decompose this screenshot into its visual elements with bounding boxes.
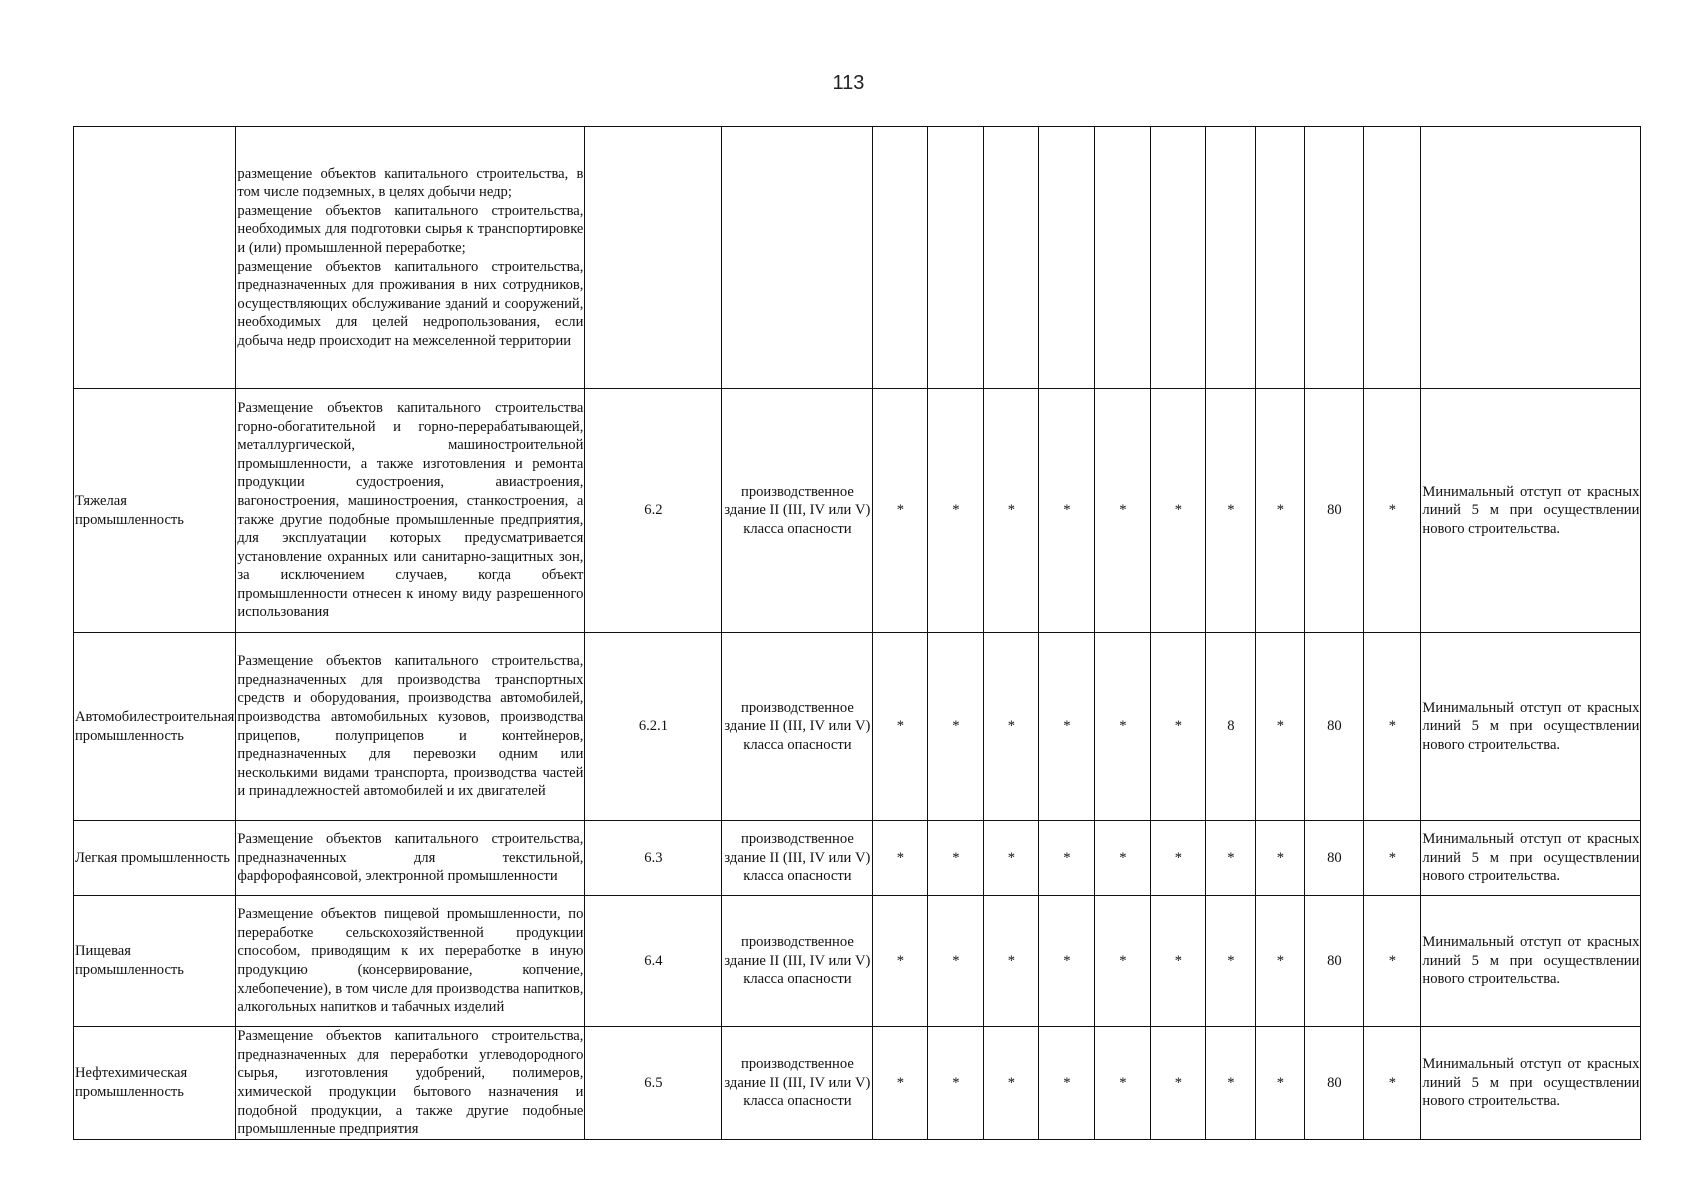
building-class-cell — [722, 127, 873, 389]
parameter-value-cell: * — [1095, 896, 1151, 1027]
parameter-value-cell: * — [1095, 821, 1151, 896]
parameter-value-cell: * — [928, 896, 984, 1027]
description-paragraph: размещение объектов капитального строительства, предназначенных для проживания в них сотрудников, осуществляющих обслуживание зданий и сооружений, необходимых для целей недропользования, если добыча недр происходит на межселенной территории — [237, 258, 584, 349]
parameter-value-cell — [873, 127, 928, 389]
building-class-cell: производственное здание II (III, IV или V) класса опасности — [722, 821, 873, 896]
use-type-name-cell: Пищевая промышленность — [74, 896, 236, 1027]
parameter-value-cell: * — [928, 389, 984, 633]
parameter-value-cell: * — [1151, 896, 1206, 1027]
note-cell — [1421, 389, 1641, 633]
description-paragraph: Размещение объектов пищевой промышленности, по переработке сельскохозяйственной продукции способом, приводящим к их переработке в иную продукцию (консервирование, копчение, хлебопечение), в том числе для производства напитков, алкогольных напитков и табачных изделий — [237, 906, 584, 1016]
note-cell — [1421, 633, 1641, 821]
parameter-value-cell: * — [1095, 633, 1151, 821]
description-paragraph: Размещение объектов капитального строительства, предназначенных для переработки углеводородного сырья, изготовления удобрений, полимеров, химической продукции бытового назначения и подобной продукции, а также другие подобные промышленные предприятия — [237, 1028, 584, 1138]
land-use-regulations-table — [73, 126, 1641, 1140]
note-cell — [1421, 896, 1641, 1027]
parameter-value-cell: * — [928, 821, 984, 896]
parameter-value-cell: * — [1206, 389, 1256, 633]
note-text: Минимальный отступ от красных линий 5 м при осуществлении нового строительства. — [1422, 699, 1640, 753]
note-text: Минимальный отступ от красных линий 5 м при осуществлении нового строительства. — [1422, 934, 1640, 988]
parameter-value-cell: * — [873, 389, 928, 633]
use-type-code-cell: 6.4 — [585, 896, 722, 1027]
parameter-value-cell: * — [873, 1027, 928, 1140]
use-type-code-cell: 6.2 — [585, 389, 722, 633]
table-row — [74, 896, 1641, 1027]
parameter-value-cell: * — [984, 1027, 1039, 1140]
table-body — [74, 127, 1641, 1140]
parameter-value-cell: * — [1095, 1027, 1151, 1140]
parameter-value-cell: * — [984, 633, 1039, 821]
use-type-code-cell: 6.5 — [585, 1027, 722, 1140]
use-type-code-cell: 6.3 — [585, 821, 722, 896]
parameter-value-cell: 80 — [1305, 1027, 1364, 1140]
parameter-value-cell — [1095, 127, 1151, 389]
use-type-description-cell — [236, 633, 585, 821]
parameter-value-cell: * — [1256, 389, 1305, 633]
use-type-description-cell — [236, 821, 585, 896]
parameter-value-cell: * — [1039, 389, 1095, 633]
use-type-description-cell — [236, 389, 585, 633]
description-paragraph: размещение объектов капитального строительства, в том числе подземных, в целях добычи недр; — [237, 165, 584, 201]
parameter-value-cell: * — [984, 821, 1039, 896]
description-paragraph: Размещение объектов капитального строительства горно-обогатительной и горно-перерабатывающей, металлургической, машиностроительной промышленности, а также изготовления и ремонта продукции судостроения, авиастроения, вагоностроения, машиностроения, станкостроения, а также другие подобные промышленные предприятия, для эксплуатации которых предусматривается установление охранных или санитарно-защитных зон, за исключением случаев, когда объект промышленности отнесен к иному виду разрешенного использования — [237, 399, 584, 621]
parameter-value-cell — [984, 127, 1039, 389]
parameter-value-cell: * — [1039, 633, 1095, 821]
use-type-name-cell: Тяжелая промышленность — [74, 389, 236, 633]
parameter-value-cell: * — [1039, 896, 1095, 1027]
note-text: Минимальный отступ от красных линий 5 м при осуществлении нового строительства. — [1422, 831, 1640, 885]
parameter-value-cell: * — [1151, 633, 1206, 821]
use-type-name-cell: Автомобилестроительная промышленность — [74, 633, 236, 821]
parameter-value-cell: * — [1364, 1027, 1421, 1140]
parameter-value-cell — [1206, 127, 1256, 389]
use-type-code-cell: 6.2.1 — [585, 633, 722, 821]
parameter-value-cell: * — [1206, 896, 1256, 1027]
parameter-value-cell — [1364, 127, 1421, 389]
parameter-value-cell: * — [1151, 821, 1206, 896]
use-type-code-cell — [585, 127, 722, 389]
parameter-value-cell — [1305, 127, 1364, 389]
use-type-name-cell — [74, 127, 236, 389]
note-cell — [1421, 127, 1641, 389]
table-row — [74, 1027, 1641, 1140]
parameter-value-cell: * — [1364, 821, 1421, 896]
parameter-value-cell: * — [1206, 821, 1256, 896]
description-paragraph: Размещение объектов капитального строительства, предназначенных для текстильной, фарфорофаянсовой, электронной промышленности — [237, 831, 584, 885]
parameter-value-cell: * — [928, 1027, 984, 1140]
parameter-value-cell: * — [1039, 1027, 1095, 1140]
parameter-value-cell: * — [1364, 389, 1421, 633]
parameter-value-cell: * — [1364, 633, 1421, 821]
parameter-value-cell — [1256, 127, 1305, 389]
parameter-value-cell: 80 — [1305, 389, 1364, 633]
note-cell — [1421, 1027, 1641, 1140]
parameter-value-cell: * — [1151, 389, 1206, 633]
parameter-value-cell: * — [1256, 821, 1305, 896]
table-row — [74, 633, 1641, 821]
parameter-value-cell: 80 — [1305, 633, 1364, 821]
parameter-value-cell: 80 — [1305, 821, 1364, 896]
use-type-description-cell — [236, 896, 585, 1027]
table-row — [74, 821, 1641, 896]
building-class-cell: производственное здание II (III, IV или V) класса опасности — [722, 1027, 873, 1140]
table-row — [74, 389, 1641, 633]
parameter-value-cell: * — [1364, 896, 1421, 1027]
parameter-value-cell — [928, 127, 984, 389]
parameter-value-cell — [1039, 127, 1095, 389]
note-text: Минимальный отступ от красных линий 5 м при осуществлении нового строительства. — [1422, 1056, 1640, 1110]
parameter-value-cell: * — [1256, 1027, 1305, 1140]
parameter-value-cell: * — [1151, 1027, 1206, 1140]
parameter-value-cell: * — [984, 896, 1039, 1027]
parameter-value-cell: * — [928, 633, 984, 821]
parameter-value-cell — [1151, 127, 1206, 389]
use-type-description-cell — [236, 1027, 585, 1140]
building-class-cell: производственное здание II (III, IV или V) класса опасности — [722, 389, 873, 633]
parameter-value-cell: * — [1206, 1027, 1256, 1140]
parameter-value-cell: * — [873, 896, 928, 1027]
note-cell — [1421, 821, 1641, 896]
building-class-cell: производственное здание II (III, IV или V) класса опасности — [722, 896, 873, 1027]
use-type-name-cell: Нефтехимическая промышленность — [74, 1027, 236, 1140]
table-row — [74, 127, 1641, 389]
description-paragraph: Размещение объектов капитального строительства, предназначенных для производства транспортных средств и оборудования, производства автомобилей, производства автомобильных кузовов, производства прицепов, полуприцепов и контейнеров, предназначенных для перевозки одним или несколькими видами транспорта, производства частей и принадлежностей автомобилей и их двигателей — [237, 653, 584, 800]
parameter-value-cell: * — [1256, 896, 1305, 1027]
parameter-value-cell: 80 — [1305, 896, 1364, 1027]
page-number: 113 — [832, 72, 865, 94]
description-paragraph: размещение объектов капитального строительства, необходимых для подготовки сырья к транспортировке и (или) промышленной переработке; — [237, 202, 584, 256]
use-type-name-cell: Легкая промышленность — [74, 821, 236, 896]
parameter-value-cell: * — [1039, 821, 1095, 896]
parameter-value-cell: * — [873, 821, 928, 896]
parameter-value-cell: * — [1256, 633, 1305, 821]
parameter-value-cell: * — [1095, 389, 1151, 633]
parameter-value-cell: * — [873, 633, 928, 821]
note-text: Минимальный отступ от красных линий 5 м при осуществлении нового строительства. — [1422, 483, 1640, 537]
parameter-value-cell: 8 — [1206, 633, 1256, 821]
building-class-cell: производственное здание II (III, IV или V) класса опасности — [722, 633, 873, 821]
parameter-value-cell: * — [984, 389, 1039, 633]
use-type-description-cell — [236, 127, 585, 389]
